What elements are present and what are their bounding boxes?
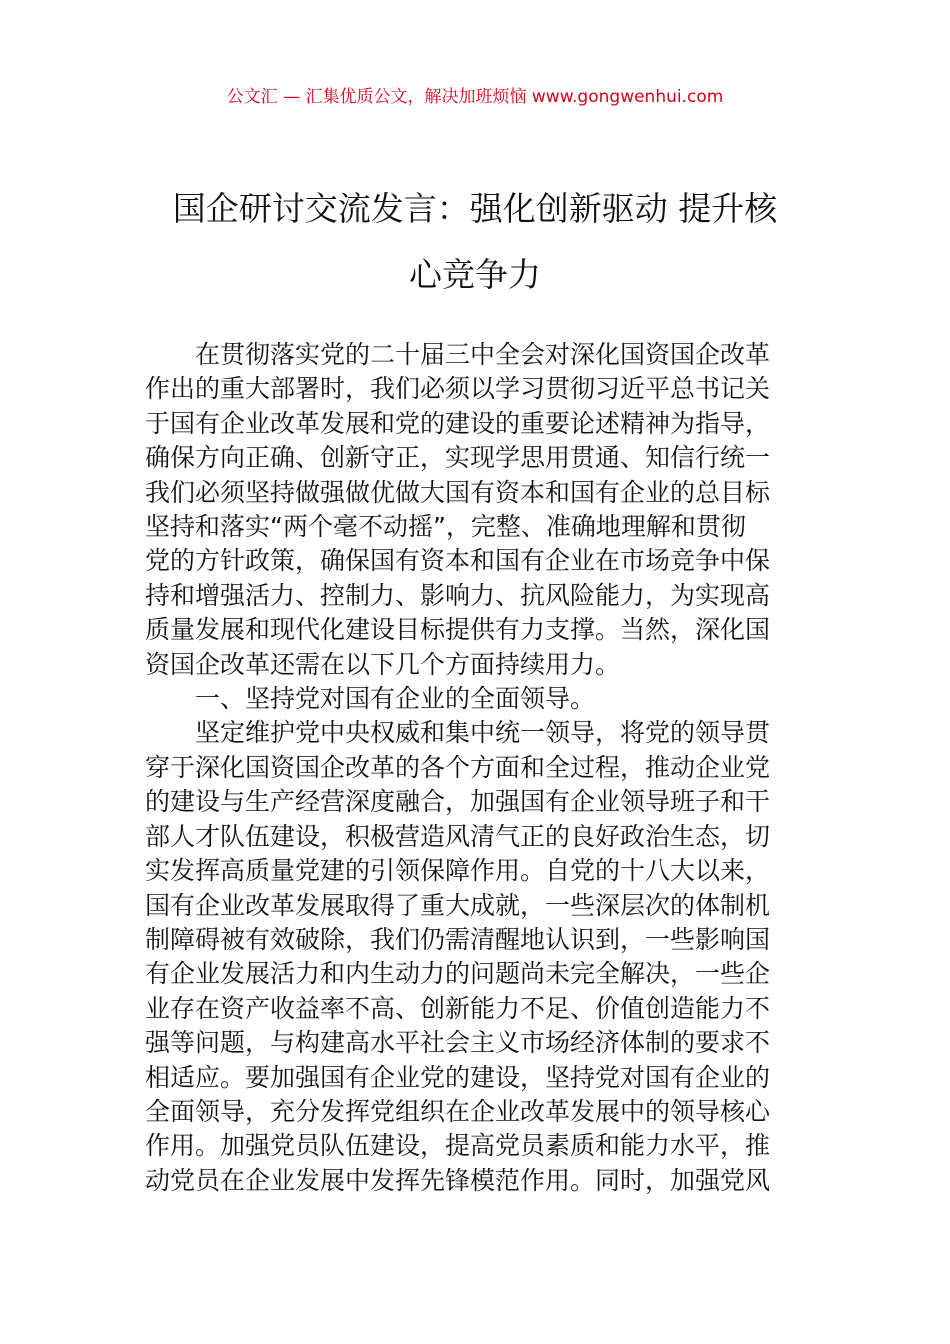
body-line: 作用。加强党员队伍建设，提高党员素质和能力水平，推 — [145, 1131, 771, 1161]
body-line: 的建设与生产经营深度融合，加强国有企业领导班子和干 — [145, 787, 771, 817]
body-line: 于国有企业改革发展和党的建设的重要论述精神为指导， — [145, 408, 771, 438]
body-line: 实发挥高质量党建的引领保障作用。自党的十八大以来， — [145, 856, 771, 886]
body-line: 业存在资产收益率不高、创新能力不足、价值创造能力不 — [145, 993, 771, 1023]
site-header-banner: 公文汇 — 汇集优质公文，解决加班烦恼 www.gongwenhui.com — [226, 87, 724, 107]
body-line: 国有企业改革发展取得了重大成就，一些深层次的体制机 — [145, 890, 771, 920]
body-line: 穿于深化国资国企改革的各个方面和全过程，推动企业党 — [145, 752, 771, 782]
body-line: 持和增强活力、控制力、影响力、抗风险能力，为实现高 — [145, 580, 771, 610]
section-heading: 一、坚持党对国有企业的全面领导。 — [195, 684, 596, 714]
title-line-1: 国企研讨交流发言：强化创新驱动 提升核 — [172, 189, 778, 228]
body-line: 强等问题，与构建高水平社会主义市场经济体制的要求不 — [145, 1028, 771, 1058]
document-body — [145, 338, 813, 1198]
body-line: 相适应。要加强国有企业党的建设，坚持党对国有企业的 — [145, 1062, 771, 1092]
body-line: 我们必须坚持做强做优做大国有资本和国有企业的总目标 — [145, 477, 771, 507]
body-line: 制障碍被有效破除，我们仍需清醒地认识到，一些影响国 — [145, 924, 771, 954]
document-title — [100, 176, 850, 308]
body-line: 坚定维护党中央权威和集中统一领导，将党的领导贯 — [195, 718, 771, 748]
body-line: 坚持和落实“两个毫不动摇”，完整、准确地理解和贯彻 — [145, 512, 746, 542]
body-line: 有企业发展活力和内生动力的问题尚未完全解决，一些企 — [145, 959, 771, 989]
body-line: 资国企改革还需在以下几个方面持续用力。 — [145, 649, 621, 679]
body-line: 作出的重大部署时，我们必须以学习贯彻习近平总书记关 — [145, 374, 771, 404]
title-line-2: 心竞争力 — [409, 255, 541, 294]
body-line: 党的方针政策，确保国有资本和国有企业在市场竞争中保 — [145, 546, 771, 576]
body-line: 在贯彻落实党的二十届三中全会对深化国资国企改革 — [195, 340, 771, 369]
body-line: 部人才队伍建设，积极营造风清气正的良好政治生态，切 — [145, 821, 771, 851]
body-line: 确保方向正确、创新守正，实现学思用贯通、知信行统一 — [145, 443, 771, 473]
body-line: 全面领导，充分发挥党组织在企业改革发展中的领导核心 — [145, 1096, 771, 1126]
body-line: 质量发展和现代化建设目标提供有力支撑。当然，深化国 — [145, 615, 771, 645]
body-line: 动党员在企业发展中发挥先锋模范作用。同时，加强党风 — [145, 1165, 771, 1195]
